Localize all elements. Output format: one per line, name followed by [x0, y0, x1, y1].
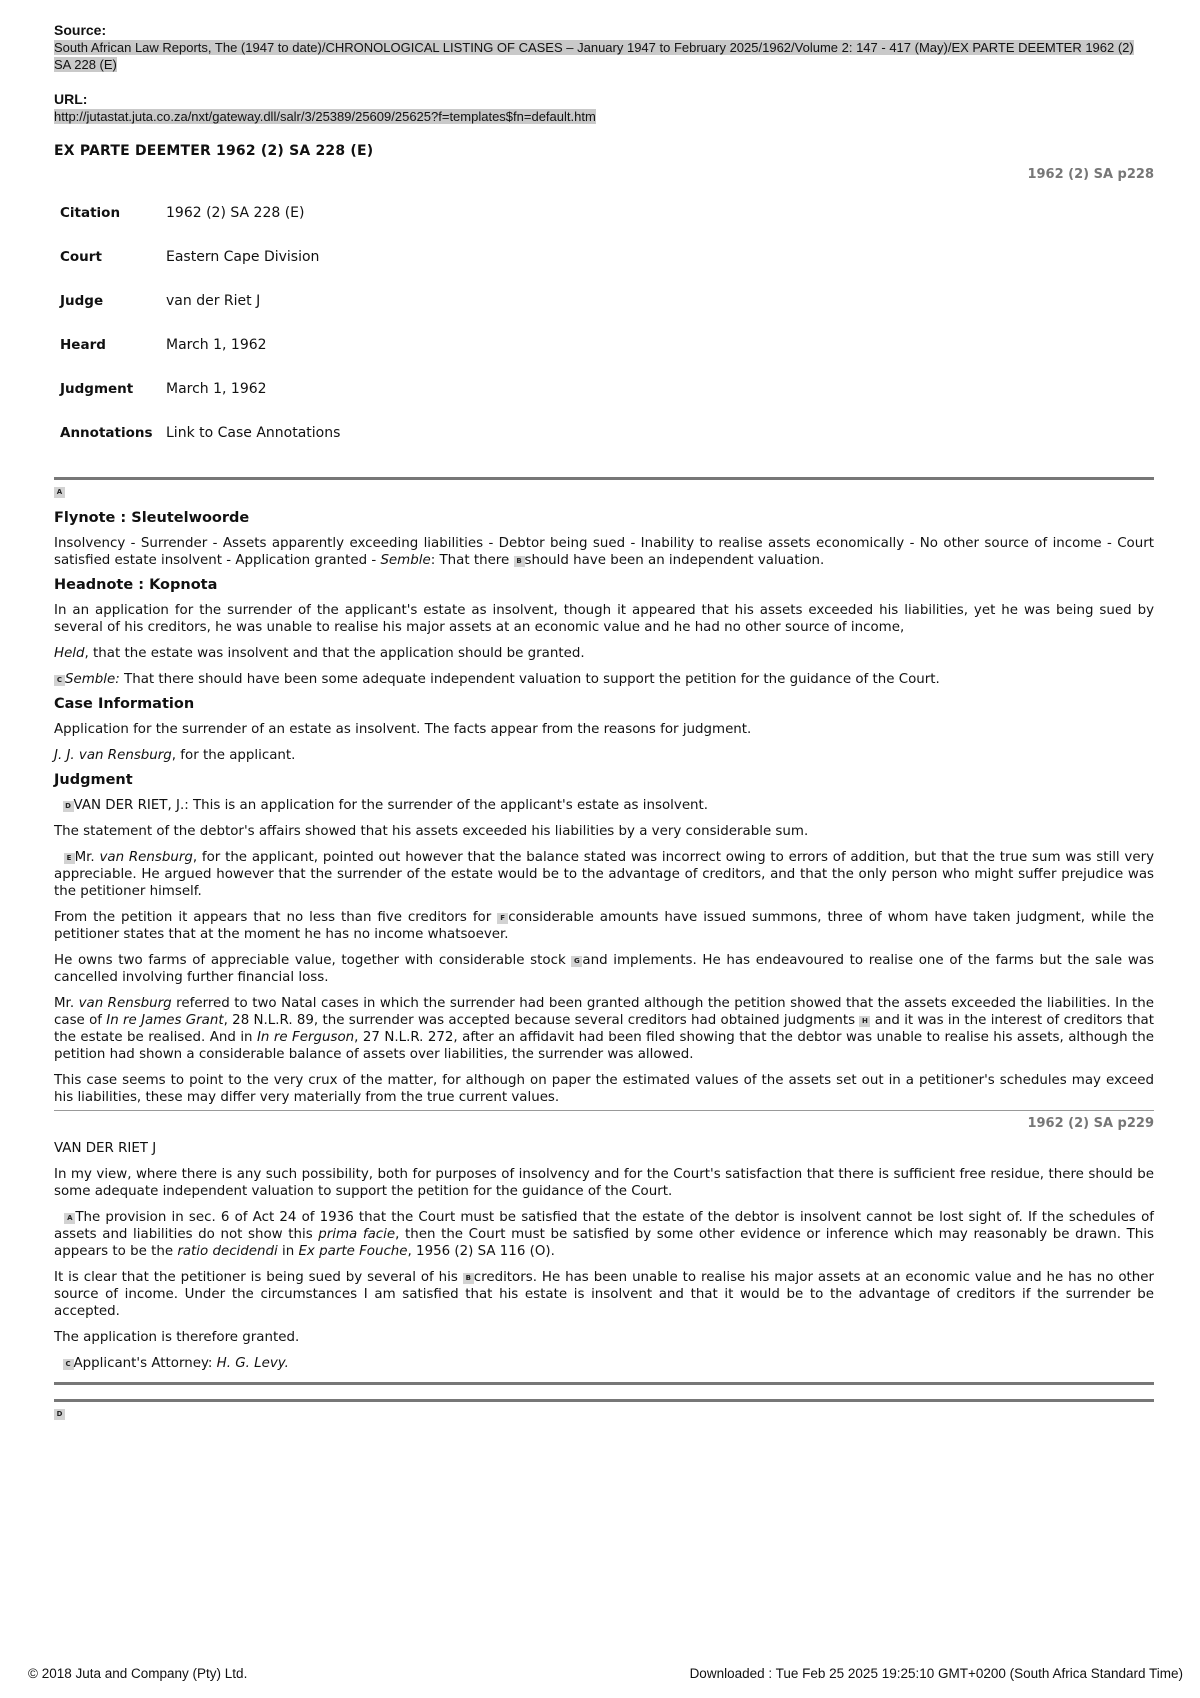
margin-marker: E [64, 853, 75, 864]
counsel-text: J. J. van Rensburg, for the applicant. [54, 748, 296, 763]
section-divider [54, 477, 1154, 480]
judgment-paragraph: D VAN DER RIET, J.: This is an application for the surrender of the applicant's estate as insolvent. [54, 797, 1154, 814]
judgment-paragraph: In my view, where there is any such possibility, both for purposes of insolvency and for the Court's satisfaction that there is sufficient free residue, there should be some adequate independent valuation to support the petition for the guidance of the Court. [54, 1167, 1154, 1199]
url-block [54, 91, 1154, 125]
url-link[interactable]: http://jutastat.juta.co.za/nxt/gateway.dll/salr/3/25389/25609/25625?f=templates$fn=default.htm [54, 109, 596, 124]
judgment-paragraph: The application is therefore granted. [54, 1330, 300, 1345]
judgment-paragraph: E Mr. van Rensburg, for the applicant, pointed out however that the balance stated was incorrect owing to errors of addition, but that the true sum was still very appreciable. He argued however that the surrender of the estate would be to the advantage of creditors, and that the only person who might suffer prejudice was the petitioner himself. [54, 850, 1155, 899]
headnote-text: In an application for the surrender of the applicant's estate as insolvent, though it appeared that his assets exceeded his liabilities, yet he was being sued by several of his creditors, he was unable to realise his major assets at an economic value and he had no other source of income, [54, 603, 1154, 635]
copyright-text: © 2018 Juta and Company (Pty) Ltd. [28, 1666, 248, 1681]
page-reference: 1962 (2) SA p229 [1027, 1116, 1154, 1131]
case-title: EX PARTE DEEMTER 1962 (2) SA 228 (E) [54, 143, 374, 159]
page-reference: 1962 (2) SA p228 [1027, 167, 1154, 182]
margin-marker: A [54, 487, 65, 498]
document-page [54, 22, 1154, 1422]
judgment-paragraph: Mr. van Rensburg referred to two Natal cases in which the surrender had been granted although the petition showed that the assets exceeded the liabilities. In the case of In re James Grant, 28 N.L.R. 89, the surrender was accepted because several creditors had obtained judgments H and it was in the interest of creditors that the estate be realised. And in In re Ferguson, 27 N.L.R. 272, after an affidavit had been filed showing that the debtor was unable to realise his assets, although the petition had shown a considerable balance of assets over liabilities, the surrender was allowed. [54, 996, 1155, 1062]
case-info-heading: Case Information [54, 696, 195, 712]
headnote-heading: Headnote : Kopnota [54, 577, 218, 593]
judgment-paragraph: This case seems to point to the very crux of the matter, for although on paper the estimated values of the assets set out in a petitioner's schedules may exceed his liabilities, these may differ very materially from the true current values. [54, 1073, 1154, 1105]
margin-marker: C [63, 1359, 74, 1370]
headnote-held: Held, that the estate was insolvent and that the application should be granted. [54, 646, 585, 661]
margin-marker: B [463, 1273, 474, 1284]
running-header: VAN DER RIET J [54, 1141, 157, 1156]
case-info-text: Application for the surrender of an estate as insolvent. The facts appear from the reasons for judgment. [54, 722, 752, 737]
meta-row: Annotations Link to Case Annotations [60, 425, 340, 469]
section-divider [54, 1399, 1154, 1402]
margin-marker: F [497, 913, 508, 924]
url-label: URL: [54, 91, 88, 107]
headnote-semble: C Semble: That there should have been some adequate independent valuation to support the petition for the guidance of the Court. [54, 671, 1154, 688]
section-divider [54, 1382, 1154, 1385]
judgment-paragraph: A The provision in sec. 6 of Act 24 of 1936 that the Court must be satisfied that the estate of the debtor is insolvent cannot be lost sight of. If the schedules of assets and liabilities do not show this prima facie, then the Court must be satisfied by some other evidence or inference which may reasonably be drawn. This appears to be the ratio decidendi in Ex parte Fouche, 1956 (2) SA 116 (O). [54, 1210, 1154, 1259]
source-block [54, 22, 1154, 73]
annotations-link[interactable]: Link to Case Annotations [166, 425, 341, 441]
judgment-paragraph: He owns two farms of appreciable value, together with considerable stock G and implements. He has endeavoured to realise one of the farms but the sale was cancelled involving further financial loss. [54, 953, 1154, 985]
download-timestamp: Downloaded : Tue Feb 25 2025 19:25:10 GMT+0200 (South Africa Standard Time) [689, 1666, 1183, 1681]
attorney-line: C Applicant's Attorney: H. G. Levy. [54, 1355, 1154, 1372]
margin-marker: A [64, 1213, 75, 1224]
flynote-heading: Flynote : Sleutelwoorde [54, 510, 250, 526]
margin-marker: B [514, 556, 525, 567]
margin-marker: D [54, 1409, 65, 1420]
judgment-paragraph: It is clear that the petitioner is being sued by several of his B creditors. He has been unable to realise his major assets at an economic value and he has no other source of income. Under the circumstances I am satisfied that his estate is insolvent and that it would be to the advantage of creditors if the surrender be accepted. [54, 1270, 1155, 1319]
source-label: Source: [54, 22, 107, 38]
meta-row: Judgment March 1, 1962 [60, 381, 267, 397]
meta-row: Heard March 1, 1962 [60, 337, 267, 353]
case-metadata-table [60, 205, 340, 469]
margin-marker: D [63, 801, 74, 812]
page-break-divider [54, 1110, 1154, 1111]
source-text[interactable]: South African Law Reports, The (1947 to date)/CHRONOLOGICAL LISTING OF CASES – January 1947 to February 2025/1962/Volume 2: 147 - 417 (May)/EX PARTE DEEMTER 1962 (2) SA 228 (E) [54, 40, 1134, 72]
judgment-heading: Judgment [54, 772, 133, 788]
margin-marker: H [859, 1016, 870, 1027]
meta-row: Citation 1962 (2) SA 228 (E) [60, 205, 305, 221]
margin-marker: G [571, 956, 582, 967]
flynote-text: Insolvency - Surrender - Assets apparently exceeding liabilities - Debtor being sued - Inability to realise assets economically - No other source of income - Court satisfied estate insolvent - Application granted - Semble: That there B should have been an independent valuation. [54, 536, 1154, 568]
meta-row: Court Eastern Cape Division [60, 249, 320, 265]
meta-row: Judge van der Riet J [60, 293, 261, 309]
judgment-paragraph: From the petition it appears that no less than five creditors for F considerable amounts have issued summons, three of whom have taken judgment, while the petitioner states that at the moment he has no income whatsoever. [54, 910, 1155, 942]
margin-marker: C [54, 675, 65, 686]
judgment-paragraph: The statement of the debtor's affairs showed that his assets exceeded his liabilities by a very considerable sum. [54, 824, 809, 839]
